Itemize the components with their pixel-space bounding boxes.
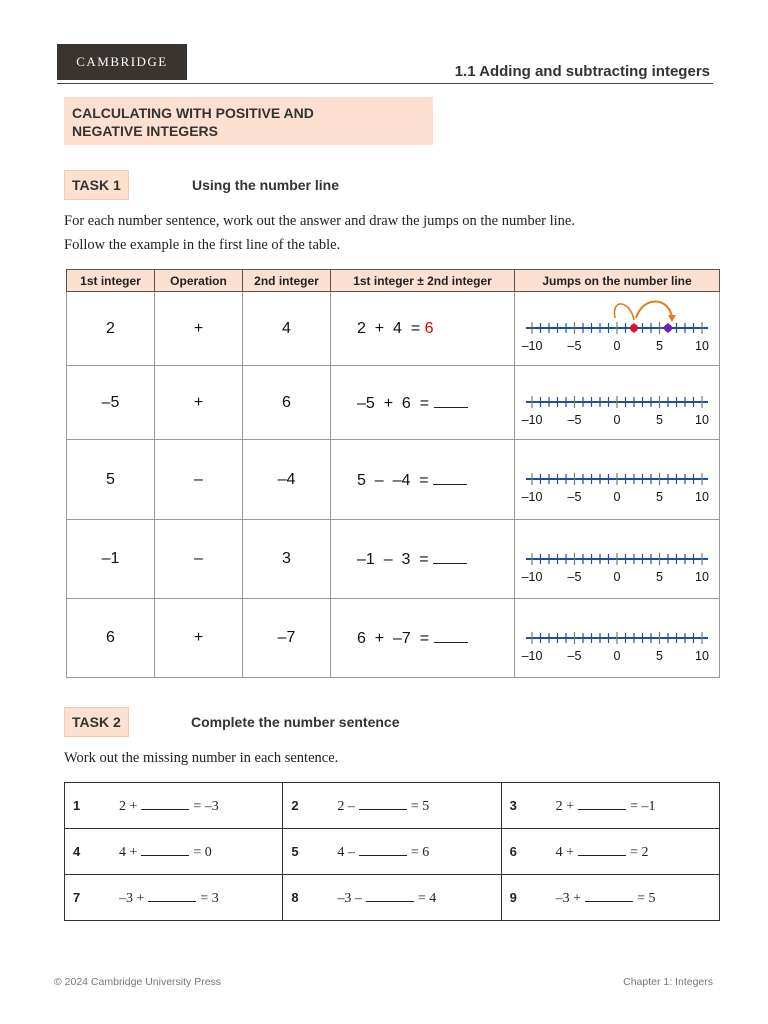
table-row — [67, 366, 720, 440]
number-line-cell[interactable] — [515, 520, 720, 599]
tick-label: –10 — [521, 339, 543, 353]
task2-table — [64, 782, 720, 921]
question-right: = 0 — [193, 844, 212, 860]
tick-label: 10 — [695, 339, 709, 353]
expression-text: –5 + 6 = — [357, 394, 430, 412]
operation-cell: + — [155, 366, 243, 440]
jump-arrow — [636, 301, 672, 318]
column-header: Jumps on the number line — [515, 270, 720, 292]
question-cell[interactable] — [65, 829, 283, 875]
question-left: 4 + — [119, 844, 138, 860]
tick-label: –5 — [567, 569, 582, 584]
question-number: 3 — [509, 797, 517, 813]
question-left: 2 + — [555, 798, 575, 814]
table-row — [67, 440, 720, 520]
answer-blank[interactable] — [434, 628, 468, 643]
column-header: 2nd integer — [243, 270, 331, 292]
question-right: = –3 — [193, 798, 219, 814]
question-cell[interactable] — [283, 829, 501, 875]
first-integer-cell: –5 — [67, 366, 155, 440]
answer-blank[interactable] — [141, 843, 189, 856]
footer-copyright: © 2024 Cambridge University Press — [54, 976, 222, 988]
answer-blank[interactable] — [433, 470, 467, 485]
example-answer: 6 — [424, 319, 434, 337]
number-line-cell[interactable] — [515, 292, 720, 366]
jump-arrow-start — [614, 304, 634, 320]
tick-label: 10 — [695, 569, 709, 584]
table-row — [67, 599, 720, 678]
expression-text: 6 + –7 = — [357, 630, 430, 647]
task2-instruction: Work out the missing number in each sentence. — [64, 750, 339, 766]
footer-chapter: Chapter 1: Integers — [623, 976, 713, 988]
number-line[interactable] — [515, 523, 720, 591]
arrow-head-icon — [668, 315, 676, 322]
tick-label: 0 — [613, 569, 621, 584]
operation-cell: + — [155, 599, 243, 678]
tick-label: –5 — [567, 413, 582, 427]
operation-cell: – — [155, 440, 243, 520]
answer-blank[interactable] — [366, 889, 414, 902]
table-row — [67, 520, 720, 599]
tick-label: 0 — [613, 339, 621, 353]
question-number: 1 — [73, 797, 81, 813]
answer-blank[interactable] — [359, 843, 407, 856]
tick-label: –5 — [567, 339, 582, 353]
section-title: 1.1 Adding and subtracting integers — [454, 63, 710, 80]
number-line-example[interactable] — [515, 292, 720, 360]
tick-label: –10 — [521, 490, 543, 504]
tick-label: –10 — [521, 648, 543, 663]
start-point-dot — [630, 324, 638, 332]
task1-instruction-1: For each number sentence, work out the answer and draw the jumps on the number line. — [64, 213, 575, 229]
tick-label: 0 — [613, 413, 621, 427]
second-integer-cell: –7 — [243, 599, 331, 678]
answer-blank[interactable] — [141, 797, 189, 810]
table-row — [65, 783, 720, 829]
question-number: 2 — [291, 797, 299, 813]
expression-cell — [331, 292, 515, 366]
operation-cell: – — [155, 520, 243, 599]
question-left: –3 + — [119, 890, 145, 906]
question-cell[interactable] — [501, 829, 719, 875]
number-line[interactable] — [515, 602, 720, 670]
task1-header-row — [67, 270, 720, 292]
column-header: 1st integer — [67, 270, 155, 292]
first-integer-cell: 5 — [67, 440, 155, 520]
answer-blank[interactable] — [578, 843, 626, 856]
task1-title: Using the number line — [192, 177, 340, 193]
answer-blank[interactable] — [585, 889, 633, 902]
task1-instruction-2: Follow the example in the first line of the table. — [64, 237, 341, 253]
question-number: 4 — [73, 843, 81, 859]
tick-label: –10 — [521, 413, 543, 427]
tick-label: 5 — [656, 413, 663, 427]
question-cell[interactable] — [65, 875, 283, 921]
question-number: 7 — [73, 889, 81, 905]
task2-badge: TASK 2 — [64, 707, 129, 737]
question-left: –3 – — [337, 890, 362, 906]
expression-text: 5 – –4 = — [357, 471, 429, 489]
tick-label: 10 — [695, 648, 709, 663]
question-right: = 6 — [410, 844, 430, 860]
answer-blank[interactable] — [433, 549, 467, 564]
task2-title: Complete the number sentence — [191, 714, 400, 730]
tick-label: –5 — [567, 490, 582, 504]
second-integer-cell: 6 — [243, 366, 331, 440]
question-left: 4 – — [337, 844, 355, 860]
expression-text: 2 + 4 = — [357, 319, 421, 337]
number-line-cell[interactable] — [515, 440, 720, 520]
second-integer-cell: –4 — [243, 440, 331, 520]
expression-text: –1 – 3 = — [357, 551, 429, 568]
cambridge-logo: CAMBRIDGE — [57, 44, 187, 80]
answer-blank[interactable] — [359, 797, 407, 810]
question-cell[interactable] — [501, 875, 719, 921]
tick-label: 5 — [656, 569, 663, 584]
question-cell[interactable] — [501, 783, 719, 829]
question-number: 5 — [291, 843, 299, 859]
question-cell[interactable] — [65, 783, 283, 829]
second-integer-cell: 3 — [243, 520, 331, 599]
question-number: 6 — [509, 843, 517, 859]
second-integer-cell: 4 — [243, 292, 331, 366]
task1-badge: TASK 1 — [64, 170, 129, 200]
number-line[interactable] — [515, 366, 720, 434]
tick-label: 0 — [613, 648, 621, 663]
question-left: –3 + — [555, 890, 582, 906]
table-row — [65, 875, 720, 921]
question-right: = 5 — [410, 798, 430, 814]
tick-label: –10 — [521, 569, 543, 584]
first-integer-cell: –1 — [67, 520, 155, 599]
question-number: 8 — [291, 889, 299, 905]
topic-banner-title: CALCULATING WITH POSITIVE AND NEGATIVE INTEGERS — [72, 105, 314, 139]
operation-cell: + — [155, 292, 243, 366]
tick-label: 5 — [656, 490, 663, 504]
tick-label: 0 — [613, 490, 621, 504]
tick-label: 5 — [656, 648, 663, 663]
number-line[interactable] — [515, 443, 720, 511]
expression-cell[interactable] — [331, 366, 515, 440]
number-line-cell[interactable] — [515, 599, 720, 678]
expression-cell[interactable] — [331, 520, 515, 599]
question-left: 2 – — [337, 798, 355, 814]
table-row — [65, 829, 720, 875]
end-point-dot — [664, 324, 672, 332]
answer-blank[interactable] — [434, 393, 468, 408]
expression-cell[interactable] — [331, 599, 515, 678]
expression-cell[interactable] — [331, 440, 515, 520]
task1-table — [66, 269, 720, 678]
question-cell[interactable] — [283, 875, 501, 921]
column-header: 1st integer ± 2nd integer — [331, 270, 515, 292]
question-right: = –1 — [630, 798, 656, 814]
tick-label: 10 — [695, 413, 709, 427]
question-right: = 3 — [200, 890, 219, 906]
first-integer-cell: 2 — [67, 292, 155, 366]
first-integer-cell: 6 — [67, 599, 155, 678]
question-number: 9 — [509, 889, 517, 905]
table-row — [67, 292, 720, 366]
answer-blank[interactable] — [148, 889, 196, 902]
number-line-cell[interactable] — [515, 366, 720, 440]
question-right: = 2 — [630, 844, 649, 860]
question-right: = 5 — [637, 890, 656, 906]
column-header: Operation — [155, 270, 243, 292]
tick-label: 5 — [656, 339, 663, 353]
question-right: = 4 — [417, 890, 437, 906]
tick-label: –5 — [567, 648, 582, 663]
header-divider — [57, 83, 713, 84]
question-cell[interactable] — [283, 783, 501, 829]
question-left: 2 + — [119, 798, 138, 814]
answer-blank[interactable] — [578, 797, 626, 810]
tick-label: 10 — [695, 490, 709, 504]
question-left: 4 + — [555, 844, 575, 860]
